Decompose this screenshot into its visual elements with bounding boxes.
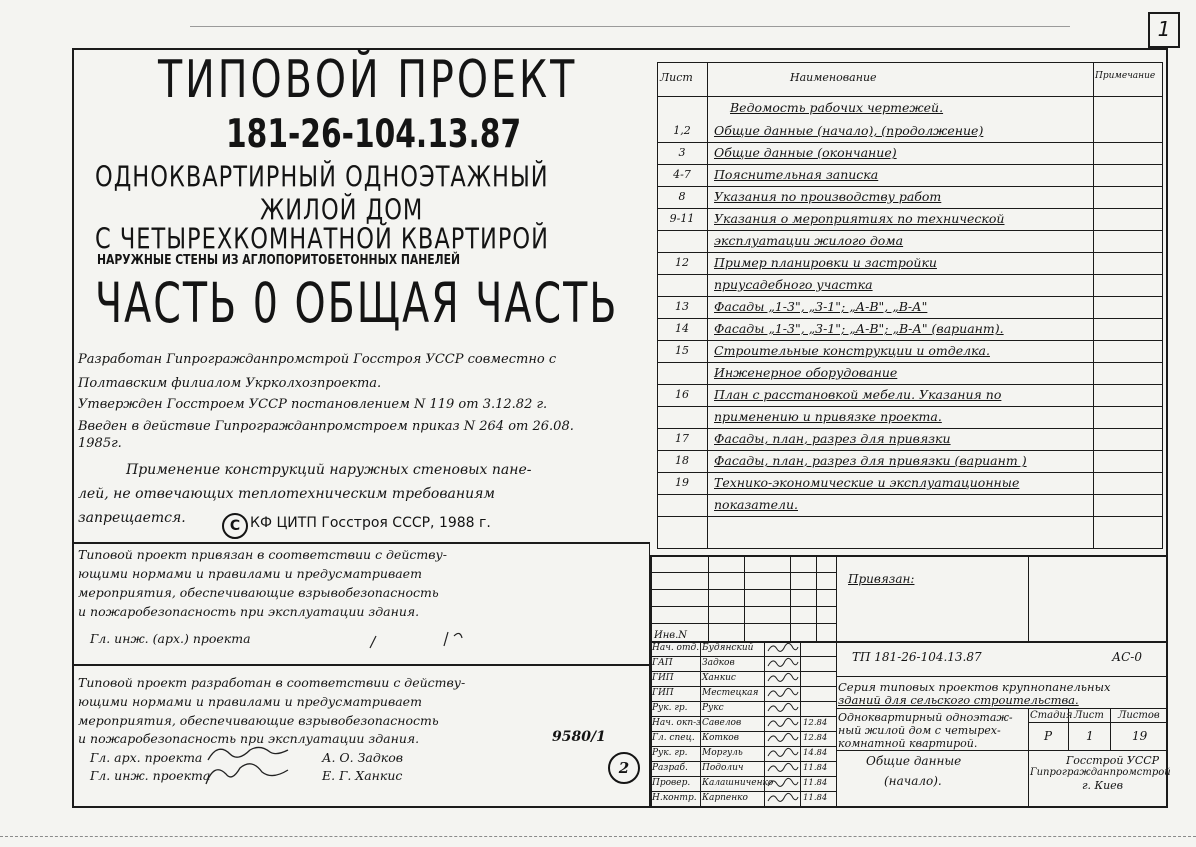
signature-scribble [766, 791, 800, 805]
enacted-line-2: 1985г. [78, 436, 122, 451]
design-note-line-3: мероприятия, обеспечивающие взрывобезопасность [78, 713, 439, 728]
signature-row-divider [650, 716, 836, 717]
tb-grid [650, 572, 836, 573]
binding-note-line-2: ющими нормами и правилами и предусматривает [78, 566, 422, 581]
scan-edge-line [190, 26, 1070, 27]
tb-grid [836, 676, 1168, 677]
table-col-divider [707, 62, 708, 549]
table-row-sheet: 9-11 [669, 212, 695, 225]
table-row-divider [657, 340, 1163, 341]
signature-name: Котков [702, 733, 739, 743]
signature-name: Калашниченко [702, 778, 774, 788]
binding-note-line-4: и пожаробезопасность при эксплуатации здания. [78, 604, 420, 619]
tb-sheets-label: Листов [1118, 710, 1160, 721]
archive-number: 9580/1 [552, 729, 606, 745]
table-row-sheet: 16 [675, 388, 689, 401]
signature-role: ГИП [652, 688, 674, 698]
table-row-divider [657, 494, 1163, 495]
table-row-name: Технико-экономические и эксплуатационные [714, 475, 1020, 490]
tb-grid [744, 555, 745, 641]
table-row-sheet: 13 [675, 300, 689, 313]
warning-line-1: Применение конструкций наружных стеновых пане- [126, 462, 532, 478]
table-row-sheet: 4-7 [673, 168, 691, 181]
title-line-3: С ЧЕТЫРЕХКОМНАТНОЙ КВАРТИРОЙ [95, 222, 549, 256]
signature-name: Карпенко [702, 793, 748, 803]
signature-name: Будянский [702, 643, 754, 653]
tb-grid [1028, 722, 1168, 723]
signature-date: 11.84 [803, 793, 828, 803]
tb-grid [1028, 708, 1029, 808]
table-row-divider [657, 252, 1163, 253]
title-line-2: ЖИЛОЙ ДОМ [260, 193, 424, 227]
tb-org-line-3: г. Киев [1082, 779, 1124, 792]
signature-date: 11.84 [803, 763, 828, 773]
table-row-name: План с расстановкой мебели. Указания по [714, 387, 1002, 402]
part-heading: ЧАСТЬ 0 ОБЩАЯ ЧАСТЬ [95, 272, 619, 336]
signature-role: Разраб. [652, 763, 688, 773]
table-header-name: Наименование [790, 71, 877, 84]
signature-name: Рукс [702, 703, 724, 713]
signature-scribble [766, 746, 800, 760]
signature-row-divider [650, 731, 836, 732]
signature-name: Подолич [702, 763, 744, 773]
table-row-name: показатели. [714, 497, 798, 512]
signature-row-divider [650, 686, 836, 687]
table-row-name: Пример планировки и застройки [714, 255, 937, 270]
table-row-divider [657, 450, 1163, 451]
table-row-name: Пояснительная записка [714, 167, 879, 182]
table-row-divider [657, 186, 1163, 187]
tb-stage-value: Р [1044, 729, 1053, 743]
signature-row-divider [650, 701, 836, 702]
signature-row-divider [650, 746, 836, 747]
signature-date: 12.84 [803, 733, 828, 743]
table-row-name: Указания по производству работ [714, 189, 942, 204]
table-header-note: Примечание [1095, 71, 1156, 81]
table-row-sheet: 12 [675, 256, 689, 269]
tb-grid [650, 589, 836, 590]
signature-row-divider [650, 791, 836, 792]
handwritten-signatures [200, 740, 320, 790]
table-row-divider [657, 142, 1163, 143]
table-row-sheet: 15 [675, 344, 689, 357]
signature-role: Рук. гр. [652, 748, 688, 758]
tb-org-line-1: Госстрой УССР [1066, 754, 1160, 767]
tb-grid [790, 555, 791, 641]
signature-scribble [766, 686, 800, 700]
signature-scribble [766, 776, 800, 790]
binding-note-line-1: Типовой проект привязан в соответствии с действу- [78, 547, 448, 562]
table-row-divider [657, 516, 1163, 517]
project-code-heading: 181-26-104.13.87 [226, 110, 522, 157]
signature-role: ГАП [652, 658, 673, 668]
table-row-name: Фасады, план, разрез для привязки (вариант ) [714, 453, 1027, 468]
signature-scribble [766, 671, 800, 685]
table-row-name: эксплуатации жилого дома [714, 233, 904, 248]
binding-signature-marks [360, 628, 480, 652]
title-line-1: ОДНОКВАРТИРНЫЙ ОДНОЭТАЖНЫЙ [95, 160, 549, 194]
binding-chief-label: Гл. инж. (арх.) проекта [90, 631, 251, 646]
signature-scribble [766, 701, 800, 715]
table-col-divider [1093, 62, 1094, 549]
tb-org-line-2: Гипрогражданпромстрой [1030, 767, 1171, 778]
design-note-line-4: и пожаробезопасность при эксплуатации здания. [78, 731, 420, 746]
table-row-divider [657, 472, 1163, 473]
signature-date: 14.84 [803, 748, 828, 758]
signature-role: Гл. спец. [652, 733, 695, 743]
design-note-line-2: ющими нормами и правилами и предусматривает [78, 694, 422, 709]
table-row-name: приусадебного участка [714, 277, 873, 292]
binding-note-line-3: мероприятия, обеспечивающие взрывобезопасность [78, 585, 439, 600]
bound-label: Привязан: [848, 572, 915, 586]
signature-name: Задков [702, 658, 735, 668]
signature-role: Нач. отд. [652, 643, 700, 653]
signature-row-divider [650, 761, 836, 762]
tb-stage-label: Стадия [1030, 710, 1073, 721]
signature-name: Местецкая [702, 688, 759, 698]
table-row-divider [657, 406, 1163, 407]
design-note-line-1: Типовой проект разработан в соответствии с действу- [78, 675, 466, 690]
table-row-divider [657, 362, 1163, 363]
approved-line: Утвержден Госстроем УССР постановлением N 119 от 3.12.82 г. [78, 397, 548, 412]
signature-scribble [766, 656, 800, 670]
signature-scribble [766, 731, 800, 745]
table-row-divider [657, 274, 1163, 275]
table-row-divider [657, 428, 1163, 429]
signature-date: 12.84 [803, 718, 828, 728]
table-row-sheet: 19 [675, 476, 689, 489]
tb-grid [650, 606, 836, 607]
signature-row-divider [650, 806, 836, 807]
table-row-divider [657, 164, 1163, 165]
signature-role: Н.контр. [652, 793, 697, 803]
signature-name: Савелов [702, 718, 742, 728]
tb-grid [650, 623, 836, 624]
signature-row-divider [650, 776, 836, 777]
scan-bottom-line [0, 836, 1196, 837]
warning-line-2: лей, не отвечающих теплотехническим требованиям [78, 486, 495, 502]
tb-doc-mark: АС-0 [1112, 650, 1142, 664]
tb-sheet-value: 1 [1086, 729, 1094, 743]
signature-role: Провер. [652, 778, 691, 788]
table-row-name: Фасады, план, разрез для привязки [714, 431, 951, 446]
table-row-sheet: 3 [678, 146, 686, 159]
tb-doc-title-1: Общие данные [866, 754, 962, 768]
table-section-title: Ведомость рабочих чертежей. [730, 100, 944, 115]
table-row-name: Общие данные (начало), (продолжение) [714, 123, 984, 138]
type-project-heading: ТИПОВОЙ ПРОЕКТ [158, 50, 578, 111]
table-row-name: Общие данные (окончание) [714, 145, 897, 160]
table-row-divider [657, 208, 1163, 209]
table-row-divider [657, 318, 1163, 319]
signature-row-divider [650, 656, 836, 657]
enacted-line-1: Введен в действие Гипрогражданпромстроем приказ N 264 от 26.08. [78, 419, 574, 434]
table-row-name: Строительные конструкции и отделка. [714, 343, 990, 358]
chief-architect-label: Гл. арх. проекта [90, 750, 203, 765]
table-row-sheet: 17 [675, 432, 689, 445]
tb-project-code: ТП 181-26-104.13.87 [852, 650, 982, 664]
signature-role: Рук. гр. [652, 703, 688, 713]
inventory-label: Инв.N [654, 630, 688, 641]
tb-grid [708, 555, 709, 641]
table-row-name: Фасады „1-3", „3-1"; „А-В"; „В-А" (вариант). [714, 321, 1004, 336]
tb-series-line-1: Серия типовых проектов крупнопанельных [838, 680, 1111, 694]
tb-grid [836, 555, 837, 808]
signature-date: 11.84 [803, 778, 828, 788]
developer-line-2: Полтавским филиалом Укрколхозпроекта. [78, 376, 382, 391]
table-row-name: Указания о мероприятиях по технической [714, 211, 1005, 226]
signature-scribble [766, 761, 800, 775]
table-row-sheet: 18 [675, 454, 689, 467]
chief-engineer-name: Е. Г. Ханкис [322, 768, 403, 783]
table-row-sheet: 14 [675, 322, 689, 335]
table-row-divider [657, 296, 1163, 297]
signature-role: ГИП [652, 673, 674, 683]
tb-doc-title-2: (начало). [884, 774, 942, 788]
developer-line-1: Разработан Гипрогражданпромстрой Госстроя УССР совместно с [78, 352, 557, 367]
warning-line-3: запрещается. [78, 510, 186, 526]
tb-grid [800, 641, 801, 808]
table-row-sheet: 8 [678, 190, 686, 203]
signature-name: Ханкис [702, 673, 736, 683]
table-row-name: Фасады „1-3", „3-1"; „А-В", „В-А" [714, 299, 928, 314]
signature-scribble [766, 716, 800, 730]
table-row-sheet: 1,2 [673, 124, 691, 137]
table-header-sheet: Лист [660, 71, 693, 84]
sheet-number-box: 1 [1148, 12, 1180, 48]
copyright-text: КФ ЦИТП Госстроя СССР, 1988 г. [250, 515, 491, 531]
chief-engineer-label: Гл. инж. проекта [90, 768, 211, 783]
tb-object-line-2: ный жилой дом с четырех- [838, 724, 1001, 737]
tb-sheet-label: Лист [1074, 710, 1104, 721]
table-row-divider [657, 230, 1163, 231]
circle-number: 2 [608, 752, 640, 784]
title-line-4: НАРУЖНЫЕ СТЕНЫ ИЗ АГЛОПОРИТОБЕТОННЫХ ПАНЕЛЕЙ [97, 252, 461, 268]
tb-grid [816, 555, 817, 641]
chief-architect-name: А. О. Задков [322, 750, 404, 765]
table-row-name: применению и привязке проекта. [714, 409, 942, 424]
signature-role: Нач. окп-з [652, 718, 702, 728]
tb-grid [1028, 555, 1029, 641]
tb-sheets-value: 19 [1132, 729, 1148, 743]
tb-series-line-2: зданий для сельского строительства. [838, 693, 1079, 707]
table-header-divider [657, 96, 1163, 97]
copyright-icon: C [222, 513, 248, 539]
tb-object-line-3: комнатной квартирой. [838, 737, 978, 750]
signature-name: Моргуль [702, 748, 743, 758]
signature-row-divider [650, 671, 836, 672]
tb-grid [836, 708, 1168, 709]
tb-object-line-1: Одноквартирный одноэтаж- [838, 711, 1013, 724]
tb-grid [1110, 708, 1111, 750]
signature-scribble [766, 641, 800, 655]
table-row-divider [657, 384, 1163, 385]
tb-grid [836, 750, 1168, 751]
table-row-name: Инженерное оборудование [714, 365, 898, 380]
